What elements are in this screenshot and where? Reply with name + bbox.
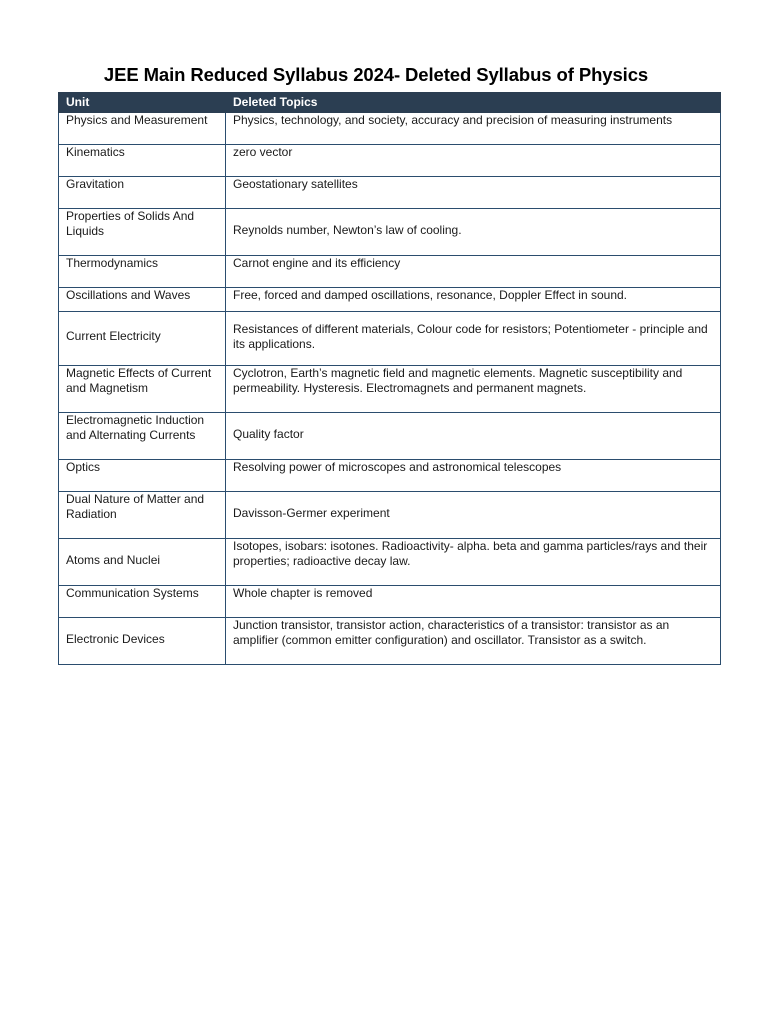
page-title: JEE Main Reduced Syllabus 2024- Deleted Syllabus of Physics xyxy=(103,64,649,85)
column-header-deleted-topics: Deleted Topics xyxy=(226,93,721,113)
table-row xyxy=(59,312,721,366)
unit-cell: Physics and Measurement xyxy=(59,113,226,145)
table-row xyxy=(59,113,721,145)
table-row xyxy=(59,256,721,288)
topics-cell: zero vector xyxy=(226,145,721,177)
table-row xyxy=(59,460,721,492)
topics-cell: Junction transistor, transistor action, characteristics of a transistor: transistor as an amplifier (common emitter configuration) and oscillator. Transistor as a switch. xyxy=(226,618,721,665)
column-header-unit: Unit xyxy=(59,93,226,113)
unit-cell: Electromagnetic Induction and Alternating Currents xyxy=(59,413,226,460)
unit-cell: Kinematics xyxy=(59,145,226,177)
unit-cell: Electronic Devices xyxy=(59,618,226,665)
table-row xyxy=(59,492,721,539)
topics-cell: Reynolds number, Newton’s law of cooling. xyxy=(226,209,721,256)
topics-cell: Quality factor xyxy=(226,413,721,460)
table-row xyxy=(59,366,721,413)
unit-cell: Properties of Solids And Liquids xyxy=(59,209,226,256)
table-row xyxy=(59,586,721,618)
table-row xyxy=(59,177,721,209)
unit-cell: Magnetic Effects of Current and Magnetism xyxy=(59,366,226,413)
unit-cell: Thermodynamics xyxy=(59,256,226,288)
unit-cell: Dual Nature of Matter and Radiation xyxy=(59,492,226,539)
topics-cell: Whole chapter is removed xyxy=(226,586,721,618)
unit-cell: Oscillations and Waves xyxy=(59,288,226,312)
table-row xyxy=(59,539,721,586)
topics-cell: Resistances of different materials, Colour code for resistors; Potentiometer - principle and its applications. xyxy=(226,312,721,366)
topics-cell: Carnot engine and its efficiency xyxy=(226,256,721,288)
unit-cell: Gravitation xyxy=(59,177,226,209)
table-row xyxy=(59,288,721,312)
table-row xyxy=(59,145,721,177)
table-header-row xyxy=(59,93,721,113)
deleted-syllabus-table xyxy=(58,92,721,665)
unit-cell: Communication Systems xyxy=(59,586,226,618)
topics-cell: Physics, technology, and society, accuracy and precision of measuring instruments xyxy=(226,113,721,145)
topics-cell: Free, forced and damped oscillations, resonance, Doppler Effect in sound. xyxy=(226,288,721,312)
unit-cell: Optics xyxy=(59,460,226,492)
topics-cell: Davisson-Germer experiment xyxy=(226,492,721,539)
table-row xyxy=(59,209,721,256)
topics-cell: Isotopes, isobars: isotones. Radioactivity- alpha. beta and gamma particles/rays and their properties; radioactive decay law. xyxy=(226,539,721,586)
unit-cell: Atoms and Nuclei xyxy=(59,539,226,586)
topics-cell: Cyclotron, Earth’s magnetic field and magnetic elements. Magnetic susceptibility and permeability. Hysteresis. Electromagnets and permanent magnets. xyxy=(226,366,721,413)
topics-cell: Geostationary satellites xyxy=(226,177,721,209)
table-row xyxy=(59,618,721,665)
unit-cell: Current Electricity xyxy=(59,312,226,366)
topics-cell: Resolving power of microscopes and astronomical telescopes xyxy=(226,460,721,492)
table-row xyxy=(59,413,721,460)
